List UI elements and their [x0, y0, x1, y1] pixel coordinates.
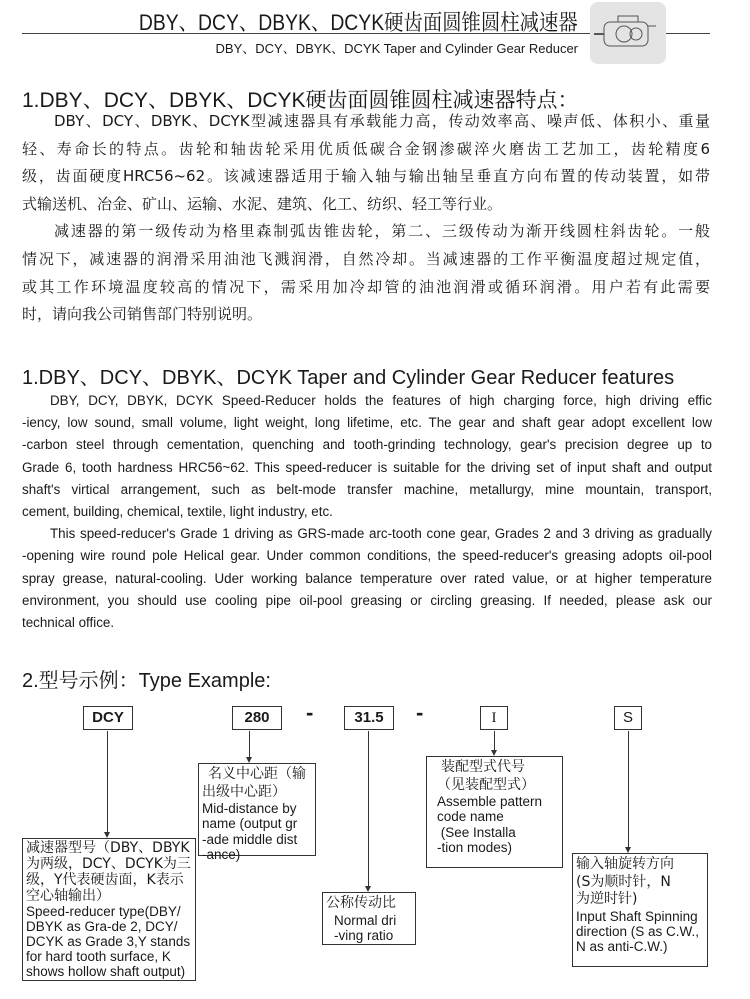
text-line: 名义中心距（输: [208, 766, 306, 782]
text-line: 公称传动比: [326, 895, 396, 911]
code-rotation: S: [614, 706, 642, 730]
code-separator: -: [416, 700, 424, 725]
text-line: 装配型式代号: [441, 759, 525, 775]
text-line: cement, building, chemical, textile, light industry, etc.: [22, 504, 333, 520]
text-line: Grade 6, tooth hardness HRC56~62. This speed-reducer is suitable for the driving set of input shaft and output: [22, 459, 712, 475]
code-separator: -: [306, 700, 314, 725]
connector-line: [628, 731, 629, 847]
assembly-description-box: [426, 756, 563, 868]
text-line: -carbon steel through cementation, quenching and tooth-grinding technology, gear's precision degree up to: [22, 437, 712, 453]
connector-line: [249, 731, 250, 757]
connector-line: [494, 731, 495, 750]
text-line: 轻、寿命长的特点。齿轮和轴齿轮采用优质低碳合金钢渗碳淬火磨齿工艺加工，齿轮精度6: [22, 139, 710, 158]
text-line: 级，Y代表硬齿面，K表示: [26, 872, 184, 888]
text-line: -tion modes): [437, 840, 513, 856]
text-line: spray grease, natural-cooling. Uder working balance temperature over rated value, or at higher temperature: [22, 570, 712, 586]
text-line: 输入轴旋转方向: [576, 856, 674, 872]
text-line: Speed-reducer type(DBY/: [26, 904, 181, 919]
code-assembly: I: [480, 706, 508, 730]
text-line: This speed-reducer's Grade 1 driving as GRS-made arc-tooth cone gear, Grades 2 and 3 driving as gradually: [50, 526, 712, 542]
text-line: 级，齿面硬度HRC56~62。该减速器适用于输入轴与输出轴呈垂直方向布置的传动装置，如带: [22, 167, 710, 186]
text-line: DBYK as Gra-de 2, DCY/: [26, 919, 178, 934]
section1-cn-heading: 1.DBY、DCY、DBYK、DCYK硬齿面圆锥圆柱减速器特点：: [22, 89, 579, 112]
text-line: N as anti-C.W.): [576, 939, 668, 955]
distance-description-box: [198, 763, 316, 863]
text-line: Normal dri: [334, 912, 397, 928]
text-line: 减速器的第一级传动为格里森制弧齿锥齿轮，第二、三级传动为渐开线圆柱斜齿轮。一般: [54, 222, 710, 241]
code-distance: 280: [232, 706, 282, 730]
connector-line: [107, 731, 108, 832]
code-ratio: 31.5: [344, 706, 394, 730]
text-line: 空心轴输出）: [26, 888, 110, 904]
text-line: Assemble pattern: [437, 794, 543, 809]
text-line: name (output gr: [202, 816, 298, 832]
section1-en-heading: 1.DBY、DCY、DBYK、DCYK Taper and Cylinder Gear Reducer features: [22, 367, 675, 389]
ratio-description-box: [322, 892, 416, 945]
text-line: (See Installa: [437, 824, 516, 840]
text-line: 为两级，DCY、DCYK为三: [26, 856, 191, 872]
gear-reducer-icon: [590, 2, 666, 64]
text-line: -ance): [202, 847, 241, 863]
code-type: DCY: [83, 706, 133, 730]
header-title-en: DBY、DCY、DBYK、DCYK Taper and Cylinder Gear Reducer: [215, 41, 578, 56]
text-line: 或其工作环境温度较高的情况下，需采用加冷却管的油池润滑或循环润滑。用户若有此需要: [22, 277, 710, 296]
section2-heading: 2.型号示例：Type Example:: [22, 670, 271, 692]
text-line: shaft's virtical arrangement, such as belt-mode transfer machine, metallurgy, mine mountain, transport,: [22, 481, 712, 497]
text-line: environment, you should use cooling pipe oil-pool greasing or circling greasing. If needed, please ask our: [22, 592, 712, 608]
header-title-cn: DBY、DCY、DBYK、DCYK硬齿面圆锥圆柱减速器: [139, 10, 578, 35]
text-line: -iency, low sound, small volume, light weight, long lifetime, etc. The gear and shaft gear adopt excellent low: [22, 415, 712, 431]
text-line: -ving ratio: [334, 927, 394, 943]
gear-reducer-image: [590, 2, 666, 64]
text-line: technical office.: [22, 615, 115, 631]
text-line: 情况下，减速器的润滑采用油池飞溅润滑，自然冷却。当减速器的工作平衡温度超过规定值，: [22, 249, 710, 268]
text-line: 出级中心距）: [202, 783, 286, 800]
rotation-description-box: [572, 853, 708, 967]
text-line: （见装配型式）: [437, 776, 535, 793]
text-line: 式输送机、冶金、矿山、运输、水泥、建筑、化工、纺织、轻工等行业。: [22, 194, 503, 213]
text-line: (S为顺时针，N: [576, 873, 671, 890]
text-line: 为逆时针): [576, 891, 638, 907]
text-line: 时，请向我公司销售部门特别说明。: [22, 305, 263, 324]
text-line: -opening wire round pole Helical gear. Under common conditions, the speed-reducer's greasing adopts oil-pool: [22, 548, 712, 564]
text-line: for hard tooth surface, K: [26, 949, 171, 964]
type-description-box: [22, 838, 196, 981]
section1-cn-body: [22, 108, 710, 329]
text-line: 减速器型号（DBY、DBYK: [26, 840, 190, 856]
text-line: -ade middle dist: [202, 831, 298, 847]
text-line: direction (S as C.W.,: [576, 923, 700, 939]
section1-en-body: [22, 390, 712, 634]
text-line: DBY, DCY, DBYK, DCYK Speed-Reducer holds the features of high charging force, high driving effic: [50, 393, 712, 408]
text-line: DBY、DCY、DBYK、DCYK型减速器具有承载能力高，传动效率高、噪声低、体积小、重量: [54, 112, 710, 130]
connector-line: [368, 731, 369, 886]
text-line: Input Shaft Spinning: [576, 908, 698, 924]
text-line: code name: [437, 809, 504, 825]
text-line: shows hollow shaft output): [26, 964, 186, 979]
text-line: Mid-distance by: [202, 801, 297, 816]
text-line: DCYK as Grade 3,Y stands: [26, 934, 191, 949]
